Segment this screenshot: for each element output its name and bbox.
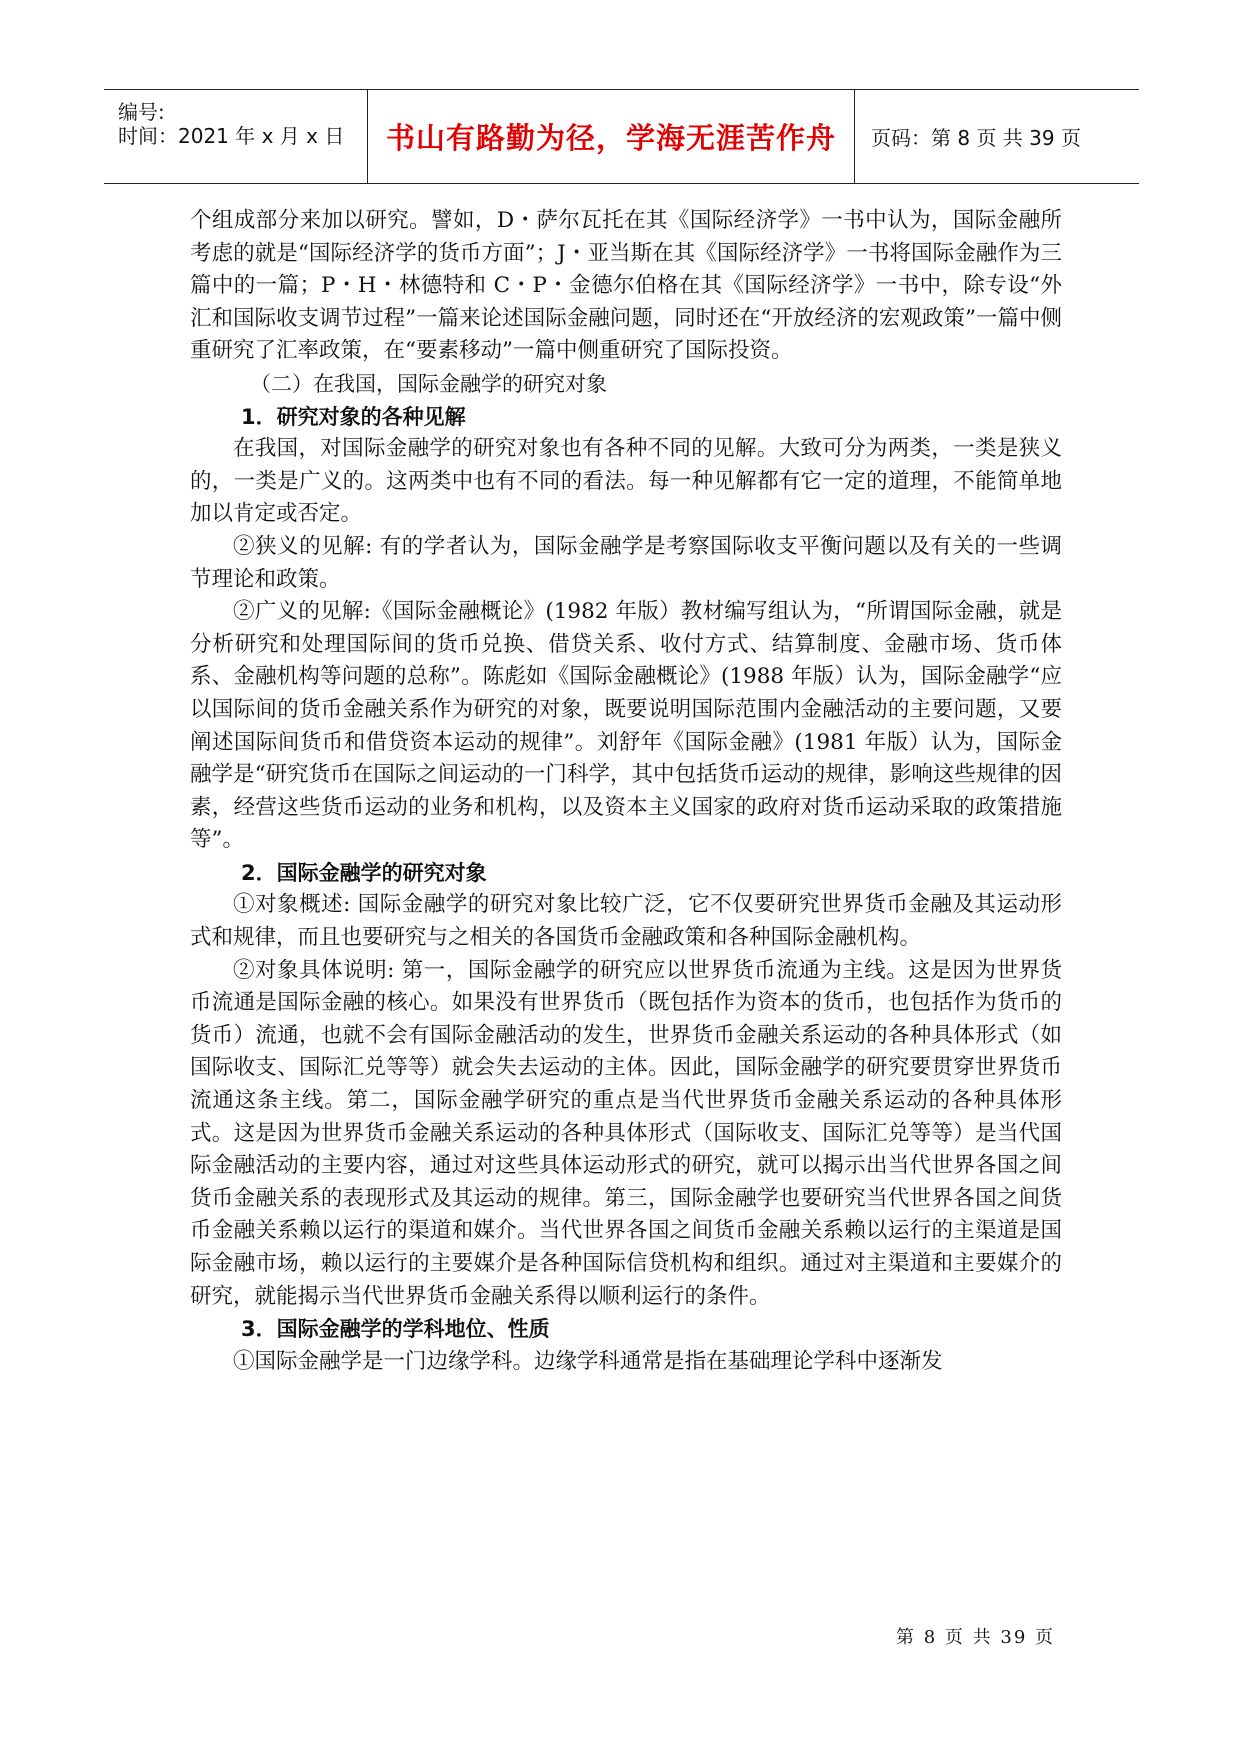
header-motto-cell: [367, 90, 855, 183]
header-page-info: 页码：第 8 页 共 39 页: [871, 126, 1081, 150]
header-meta-cell: [104, 90, 366, 183]
paragraph-marginal-discipline: ①国际金融学是一门边缘学科。边缘学科通常是指在基础理论学科中逐渐发: [233, 1348, 943, 1374]
paragraph-object-details: ②对象具体说明: 第一，国际金融学的研究应以世界货币流通为主线。这是因为世界货币流通是国际金融的核心。如果没有世界货币（既包括作为资本的货币，也包括作为货币的货币）流通，也就不会有国际金融活动的发生，世界货币金融关系运动的各种具体形式（如国际收支、国际汇兑等等）就会失去运动的主体。因此，国际金融学的研究要贯穿世界货币流通这条主线。第二，国际金融学研究的重点是当代世界货币金融关系运动的各种具体形式。这是因为世界货币金融关系运动的各种具体形式（国际收支、国际汇兑等等）是当代国际金融活动的主要内容，通过对这些具体运动形式的研究，就可以揭示出当代世界各国之间货币金融关系的表现形式及其运动的规律。第三，国际金融学也要研究当代世界各国之间货币金融关系赖以运行的渠道和媒介。当代世界各国之间货币金融关系赖以运行的主渠道是国际金融市场，赖以运行的主要媒介是各种国际信贷机构和组织。通过对主渠道和主要媒介的研究，就能揭示当代世界货币金融关系得以顺利运行的条件。: [190, 957, 1062, 1309]
page-footer: 第 8 页 共 39 页: [896, 1627, 1055, 1648]
heading-research-object: 2．国际金融学的研究对象: [241, 860, 487, 885]
serial-number-label: 编号:: [118, 100, 165, 124]
paragraph-broad-view: ②广义的见解:《国际金融概论》(1982 年版）教材编写组认为，“所谓国际金融，就是分析研究和处理国际间的货币兑换、借贷关系、收付方式、结算制度、金融市场、货币体系、金融机构等问题的总称”。陈彪如《国际金融概论》(1988 年版）认为，国际金融学“应以国际间的货币金融关系作为研究的对象，既要说明国际范围内金融活动的主要问题，又要阐述国际间货币和借贷资本运动的规律”。刘舒年《国际金融》(1981 年版）认为，国际金融学是“研究货币在国际之间运动的一门科学，其中包括货币运动的规律，影响这些规律的因素，经营这些货币运动的业务和机构，以及资本主义国家的政府对货币运动采取的政策措施等”。: [190, 599, 1062, 853]
section-title: （二）在我国，国际金融学的研究对象: [250, 371, 607, 396]
heading-research-views: 1．研究对象的各种见解: [241, 404, 466, 429]
header-page-cell: [855, 90, 1139, 183]
heading-discipline-status: 3．国际金融学的学科地位、性质: [241, 1317, 550, 1342]
document-body: [190, 205, 1062, 1378]
intro-paragraph: 个组成部分来加以研究。譬如，D・萨尔瓦托在其《国际经济学》一书中认为，国际金融所考虑的就是“国际经济学的货币方面”；J・亚当斯在其《国际经济学》一书将国际金融作为三篇中的一篇；P・H・林德特和 C・P・金德尔伯格在其《国际经济学》一书中，除专设“外汇和国际收支调节过程”一篇来论述国际金融问题，同时还在“开放经济的宏观政策”一篇中侧重研究了汇率政策，在“要素移动”一篇中侧重研究了国际投资。: [190, 208, 1062, 364]
paragraph-object-overview: ①对象概述: 国际金融学的研究对象比较广泛，它不仅要研究世界货币金融及其运动形式和规律，而且也要研究与之相关的各国货币金融政策和各种国际金融机构。: [190, 892, 1062, 951]
paragraph-narrow-view: ②狭义的见解: 有的学者认为，国际金融学是考察国际收支平衡问题以及有关的一些调节理论和政策。: [190, 533, 1062, 592]
page-header: [104, 89, 1139, 184]
time-label: 时间：2021 年 x 月 x 日: [118, 124, 345, 148]
motto-text: 书山有路勤为径，学海无涯苦作舟: [385, 121, 836, 155]
paragraph-views-overview: 在我国，对国际金融学的研究对象也有各种不同的见解。大致可分为两类，一类是狭义的，一类是广义的。这两类中也有不同的看法。每一种见解都有它一定的道理，不能简单地加以肯定或否定。: [190, 436, 1062, 527]
